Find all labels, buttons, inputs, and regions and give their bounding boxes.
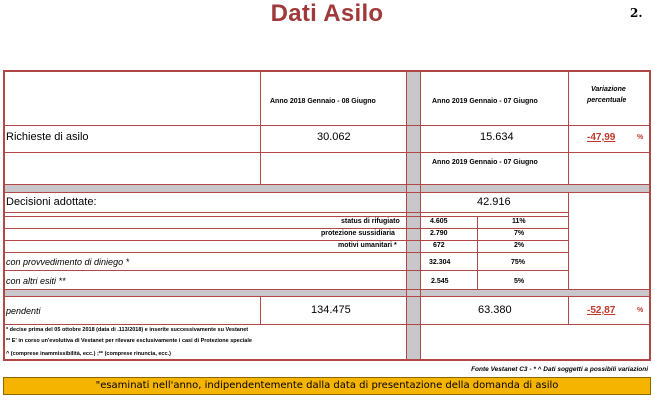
status-value: 4.605 xyxy=(430,218,448,225)
status-percent: 11% xyxy=(512,218,526,225)
source-note: Fonte Vestanet C3 - * ^ Dati soggetti a possibili variazioni xyxy=(471,366,648,373)
pendenti-pct: % xyxy=(637,307,644,314)
note-1: * decise prima del 05 ottobre 2018 (data di .113/2018) e inserite successivamente su Vestanet xyxy=(6,327,249,333)
richieste-variation: -47,99 xyxy=(587,132,616,143)
pendenti-2018-value: 134.475 xyxy=(311,304,351,316)
diniego-value: 32.304 xyxy=(429,259,451,266)
altri-percent: 5% xyxy=(514,278,525,285)
decisioni-2019-value: 42.916 xyxy=(477,196,511,208)
label-umanitari: motivi umanitari * xyxy=(338,242,397,249)
header-variation-line1: Variazione xyxy=(591,86,626,93)
page-number: 2. xyxy=(630,6,643,20)
label-diniego: con provvedimento di diniego * xyxy=(6,257,130,267)
note-3: ^ (comprese inammissibilità, ecc.) ;** (comprese rinuncia, ecc.) xyxy=(6,351,171,357)
diniego-percent: 75% xyxy=(511,259,526,266)
footer-banner: "esaminati nell'anno, indipendentemente dalla data di presentazione della domanda di asilo xyxy=(3,377,651,395)
umanitari-value: 672 xyxy=(433,242,445,249)
pendenti-variation: -52,87 xyxy=(587,305,616,316)
asylum-data-table xyxy=(3,70,651,361)
label-decisioni: Decisioni adottate: xyxy=(6,196,97,208)
header-2019-second: Anno 2019 Gennaio - 07 Giugno xyxy=(432,159,538,166)
richieste-2019-value: 15.634 xyxy=(480,131,514,143)
label-protezione: protezione sussidiaria xyxy=(321,230,395,237)
header-variation-line2: percentuale xyxy=(587,97,627,104)
header-2018: Anno 2018 Gennaio - 08 Giugno xyxy=(270,98,376,105)
page-title: Dati Asilo xyxy=(270,0,384,27)
label-altri: con altri esiti ** xyxy=(6,276,66,286)
label-pendenti: pendenti xyxy=(6,306,41,316)
protezione-value: 2.790 xyxy=(430,230,448,237)
richieste-2018-value: 30.062 xyxy=(317,131,351,143)
header-2019: Anno 2019 Gennaio - 07 Giugno xyxy=(432,98,538,105)
pendenti-2019-value: 63.380 xyxy=(478,304,512,316)
altri-value: 2.545 xyxy=(431,278,449,285)
label-richieste: Richieste di asilo xyxy=(6,131,89,143)
note-2: ** E' in corso un'evolutiva di Vestanet per rilevare esclusivamente i casi di Protezione speciale xyxy=(6,338,252,344)
separator-band-1 xyxy=(5,184,649,192)
protezione-percent: 7% xyxy=(514,230,525,237)
richieste-pct: % xyxy=(637,134,644,141)
separator-band-2 xyxy=(5,289,649,296)
umanitari-percent: 2% xyxy=(514,242,525,249)
label-status: status di rifugiato xyxy=(341,218,400,225)
